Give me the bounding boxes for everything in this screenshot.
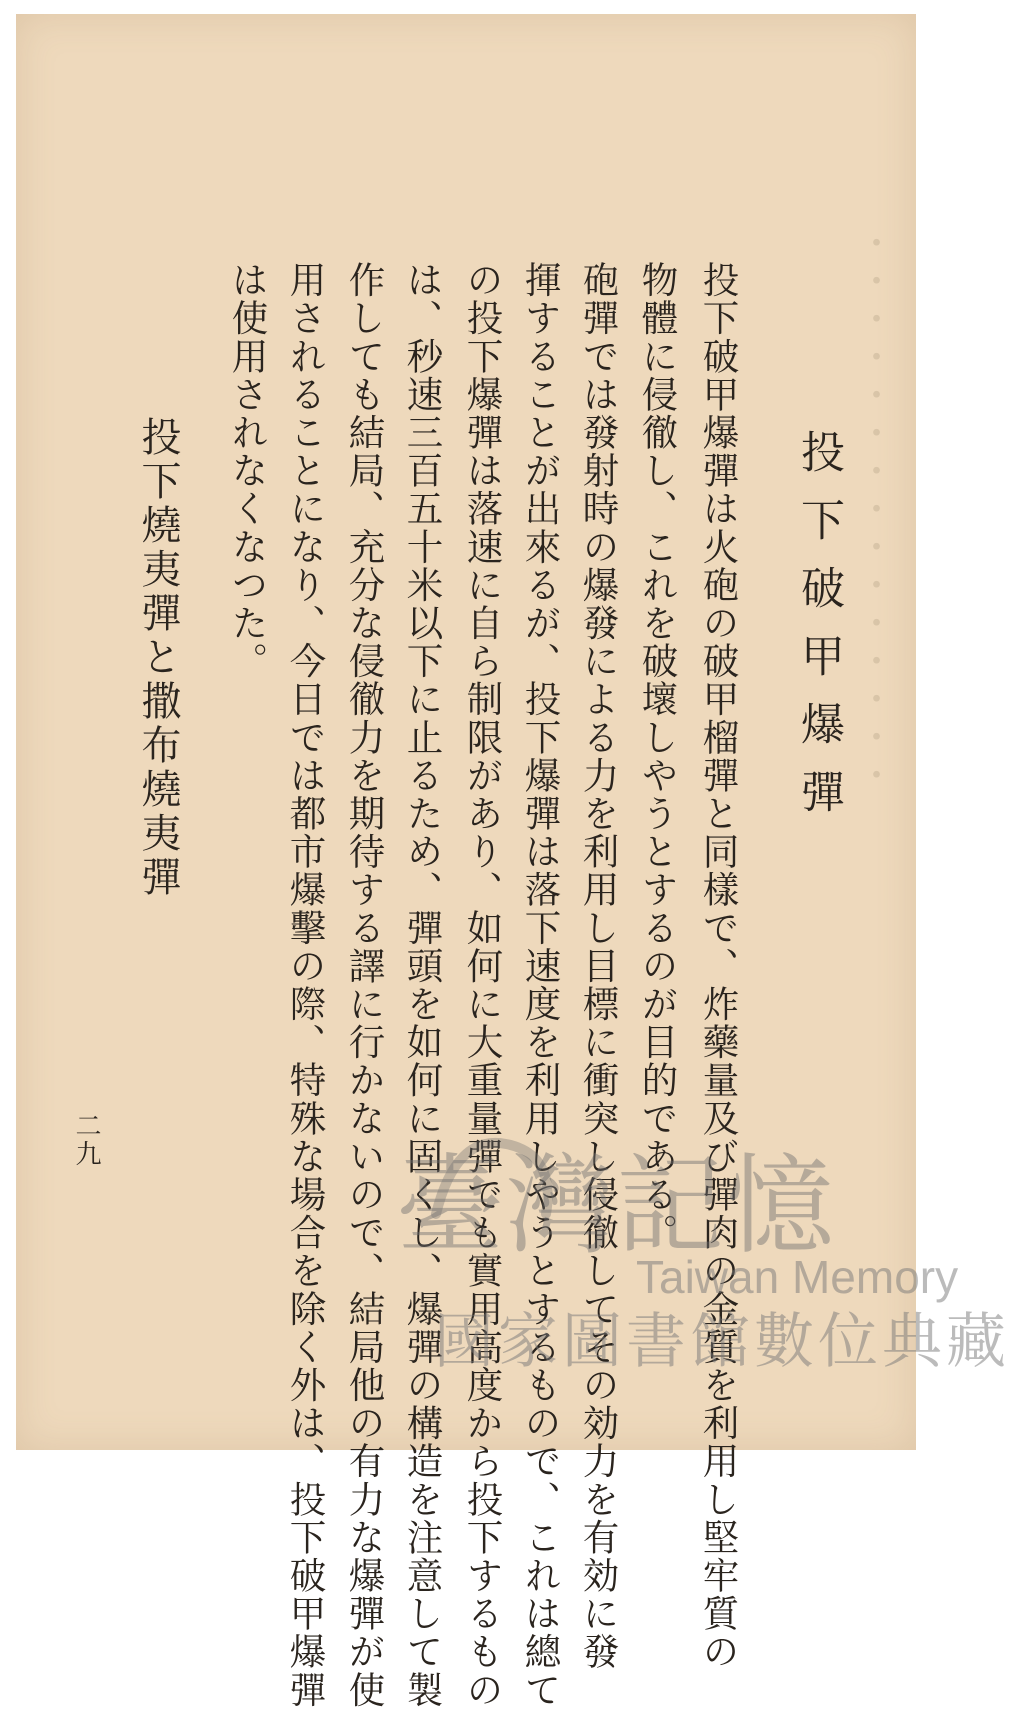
section-heading: 投下破甲爆彈 — [793, 429, 844, 837]
bleed-through-text: ・・・・・・・・・・・・・・・ — [853, 224, 894, 794]
watermark-chinese-large: 臺灣記憶 — [396, 1144, 837, 1269]
body-column-7: 作しても結局、充分な侵徹力を期待する譯に行かないので、結局他の有力な爆彈が使 — [343, 261, 386, 1709]
watermark-english: Taiwan Memory — [636, 1251, 959, 1303]
body-column-2: 物體に侵徹し、これを破壞しやうとするのが目的である。 — [636, 261, 679, 1252]
page-number: 二九 — [71, 1112, 101, 1168]
body-column-1: 投下破甲爆彈は火砲の破甲榴彈と同樣で、炸藥量及び彈肉の金質を利用し堅牢質の — [697, 261, 740, 1671]
body-column-6: は、秒速三百五十米以下に止るため、彈頭を如何に固くし、爆彈の構造を注意して製 — [401, 261, 444, 1709]
body-column-8: 用されることになり、今日では都市爆擊の際、特殊な場合を除く外は、投下破甲爆彈 — [284, 261, 327, 1709]
watermark-chinese-small: 國家圖書館數位典藏 — [434, 1307, 1010, 1377]
body-column-5: の投下爆彈は落速に自ら制限があり、如何に大重量彈でも實用高度から投下するもの — [461, 261, 504, 1709]
body-column-3: 砲彈では發射時の爆發による力を利用し目標に衝突し侵徹してその効力を有効に發 — [577, 261, 620, 1671]
next-section-heading: 投下燒夷彈と撒布燒夷彈 — [135, 416, 181, 900]
body-column-9: は使用されなくなつた。 — [226, 261, 269, 681]
book-page — [16, 14, 1010, 1709]
body-column-4: 揮することが出來るが、投下爆彈は落下速度を利用しやうとするもので、これは總て — [519, 261, 562, 1709]
